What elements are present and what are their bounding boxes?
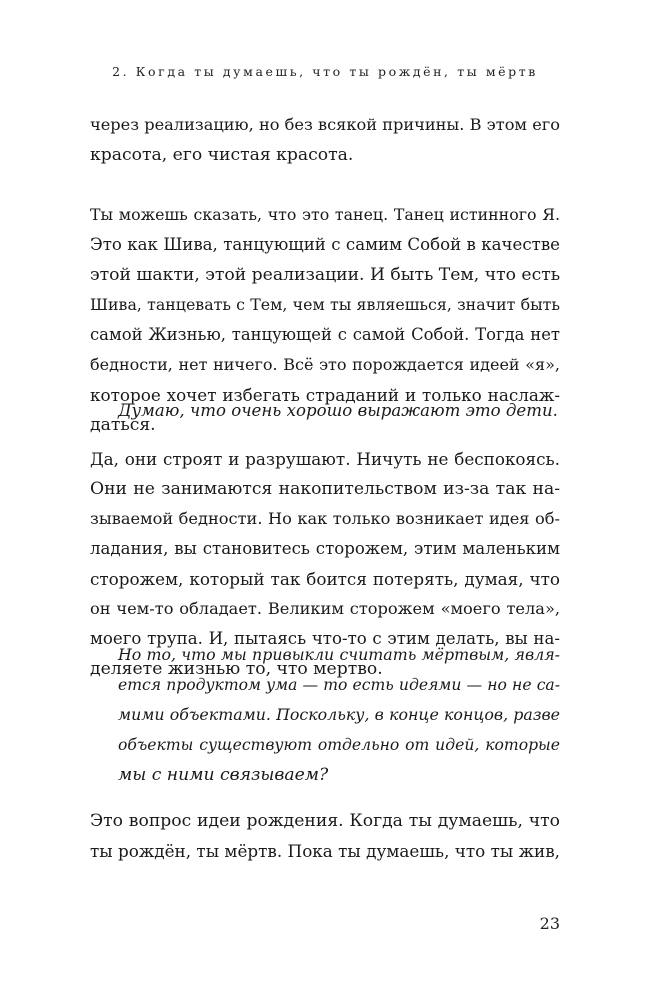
text-line: Это как Шива, танцующий с самим Собой в качестве bbox=[90, 235, 560, 254]
text-line: Думаю, что очень хорошо выражают это дети. bbox=[118, 401, 558, 420]
paragraph bbox=[90, 806, 560, 866]
text-line: этой шакти, этой реализации. И быть Тем, что есть bbox=[90, 265, 561, 285]
text-line: которое хочет избегать страданий и только наслаж- bbox=[90, 385, 560, 405]
text-line: Да, они строят и разрушают. Ничуть не беспокоясь. bbox=[90, 449, 560, 469]
text-line: объекты существуют отдельно от идей, которые bbox=[118, 736, 560, 754]
text-line: сторожем, который так боится потерять, думая, что bbox=[90, 569, 560, 589]
paragraph bbox=[90, 110, 560, 170]
text-line: Они не занимаются накопительством из-за так на- bbox=[90, 479, 560, 499]
text-line: Шива, танцевать с Тем, чем ты являешься, значит быть bbox=[90, 295, 560, 314]
text-line: Это вопрос идеи рождения. Когда ты думаешь, что bbox=[90, 811, 560, 831]
text-line: бедности, нет ничего. Всё это порождается идеей «я», bbox=[90, 355, 560, 374]
interviewer-question bbox=[118, 396, 560, 426]
text-line: деляете жизнью то, что мертво. bbox=[90, 659, 383, 679]
running-header: 2. Когда ты думаешь, что ты рождён, ты мёртв bbox=[112, 64, 538, 79]
text-line: ладания, вы становитесь сторожем, этим маленьким bbox=[90, 539, 560, 558]
text-line: моего трупа. И, пытаясь что-то с этим делать, вы на- bbox=[90, 629, 560, 648]
text-line: мими объектами. Поскольку, в конце концов, разве bbox=[118, 705, 560, 724]
text-line: ется продуктом ума — то есть идеями — но не са- bbox=[118, 676, 560, 694]
text-line: зываемой бедности. Но как только возникает идея об- bbox=[90, 509, 560, 528]
text-line: самой Жизнью, танцующей с самой Собой. Тогда нет bbox=[90, 325, 560, 344]
text-line: даться. bbox=[90, 415, 156, 435]
text-line: мы с ними связываем? bbox=[118, 765, 329, 785]
text-line: красота, его чистая красота. bbox=[90, 145, 354, 165]
text-line: Но то, что мы привыкли считать мёртвым, явля- bbox=[118, 645, 560, 664]
text-line: ты рождён, ты мёртв. Пока ты думаешь, что ты жив, bbox=[90, 841, 560, 861]
page-number: 23 bbox=[539, 914, 560, 933]
interviewer-question bbox=[118, 640, 560, 790]
text-line: Ты можешь сказать, что это танец. Танец истинного Я. bbox=[90, 205, 560, 224]
text-line: через реализацию, но без всякой причины. В этом его bbox=[90, 115, 560, 134]
text-line: он чем-то обладает. Великим сторожем «моего тела», bbox=[90, 599, 560, 618]
